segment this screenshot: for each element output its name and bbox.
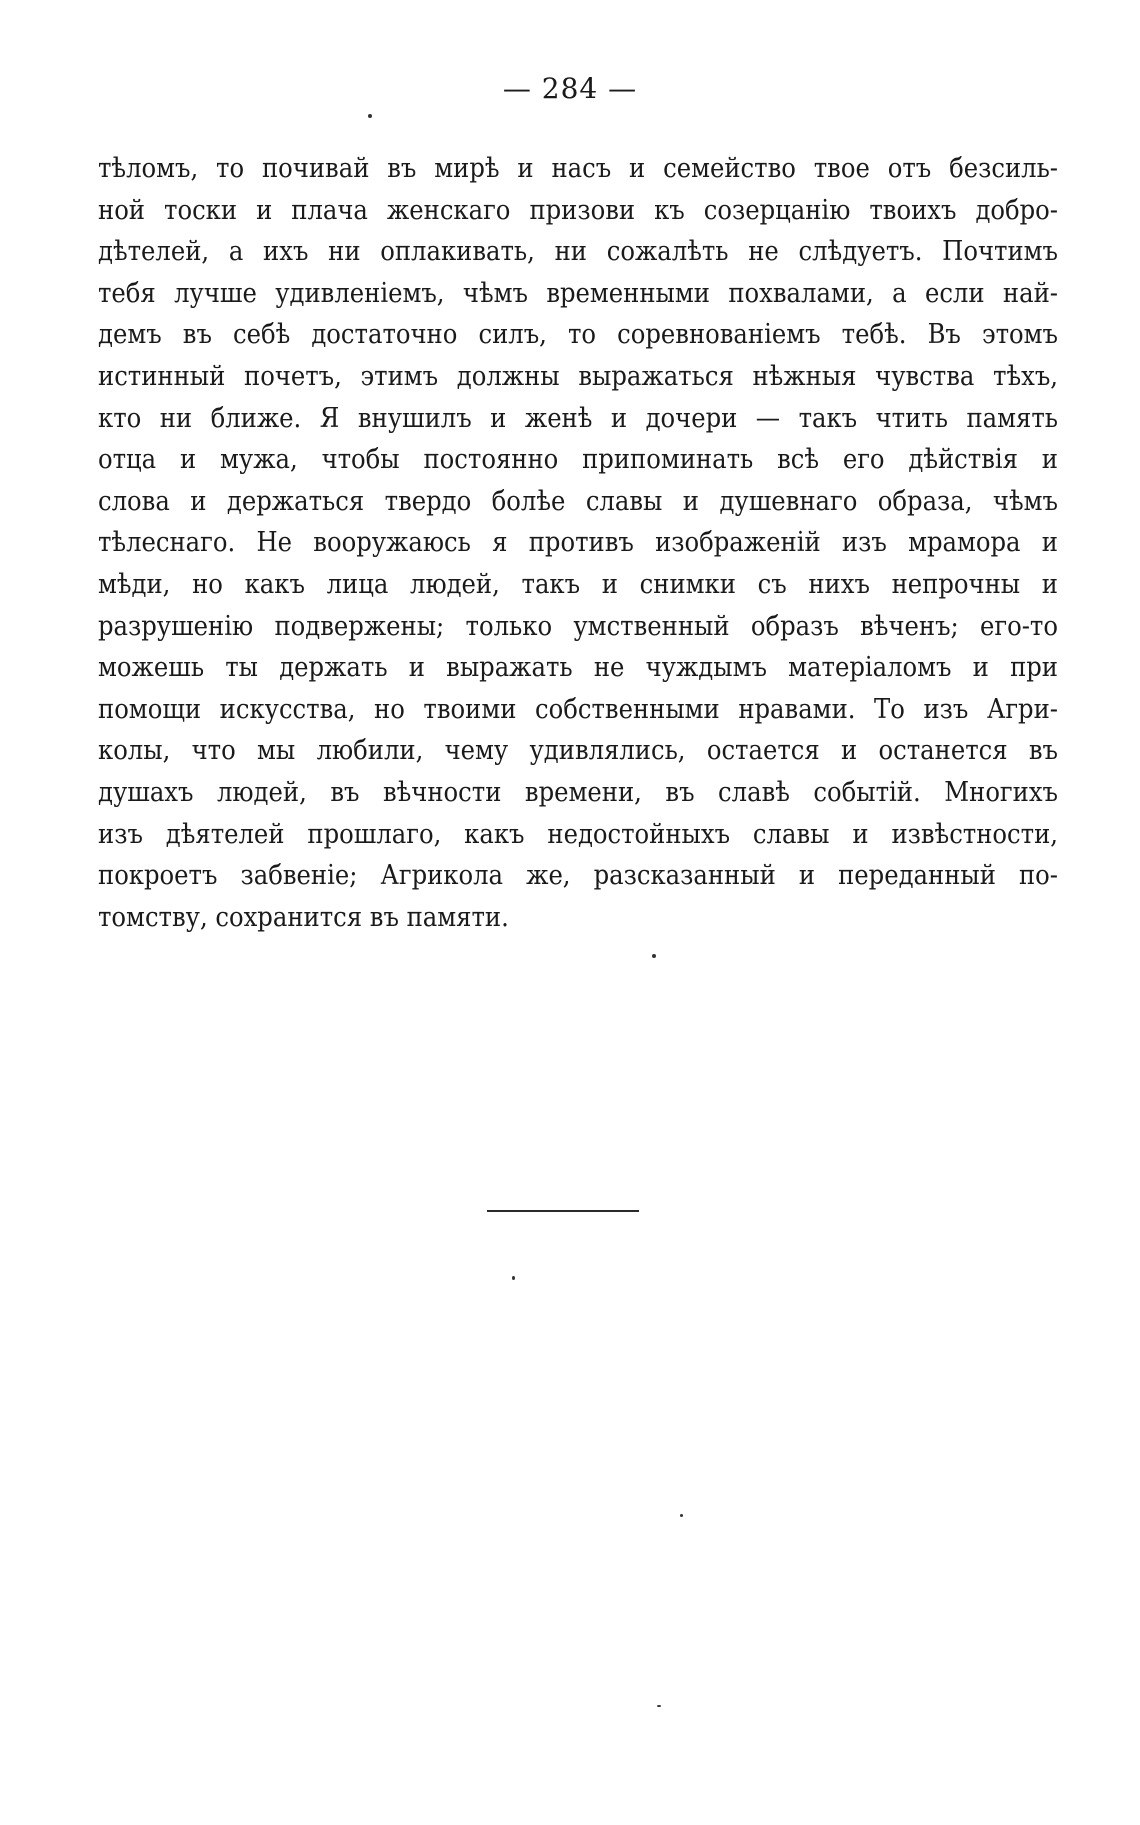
print-speck xyxy=(368,114,372,118)
page-number: — 284 — xyxy=(502,72,638,105)
text-line: помощи искусства, но твоими собственными нравами. То изъ Агри- xyxy=(98,693,1058,725)
text-line: дѣтелей, а ихъ ни оплакивать, ни сожалѣть не слѣдуетъ. Почтимъ xyxy=(98,236,1058,268)
text-line: покроетъ забвеніе; Агрикола же, разсказанный и переданный по- xyxy=(98,860,1058,892)
text-line: душахъ людей, въ вѣчности времени, въ славѣ событій. Многихъ xyxy=(98,776,1058,808)
text-line: кто ни ближе. Я внушилъ и женѣ и дочери — такъ чтить память xyxy=(98,402,1058,434)
text-line: тѣломъ, то почивай въ мирѣ и насъ и семейство твое отъ безсиль- xyxy=(98,153,1058,184)
text-line: колы, что мы любили, чему удивлялись, остается и останется въ xyxy=(98,735,1058,767)
text-line: томству, сохранится въ памяти. xyxy=(98,901,509,933)
text-line: отца и мужа, чтобы постоянно припоминать всѣ его дѣйствія и xyxy=(98,444,1058,476)
print-speck xyxy=(657,1705,661,1707)
text-line: истинный почетъ, этимъ должны выражаться нѣжныя чувства тѣхъ, xyxy=(98,360,1058,392)
section-divider xyxy=(487,1210,639,1212)
print-speck xyxy=(652,954,656,958)
text-line: слова и держаться твердо болѣе славы и душевнаго образа, чѣмъ xyxy=(98,485,1058,517)
text-line: можешь ты держать и выражать не чуждымъ матеріаломъ и при xyxy=(98,652,1058,684)
body-text xyxy=(98,148,1058,938)
text-line: тебя лучше удивленіемъ, чѣмъ временными похвалами, а если най- xyxy=(98,277,1058,309)
text-line: ной тоски и плача женскаго призови къ созерцанію твоихъ добро- xyxy=(98,194,1058,226)
text-line: разрушенію подвержены; только умственный образъ вѣченъ; его-то xyxy=(98,610,1058,642)
text-line: тѣлеснаго. Не вооружаюсь я противъ изображеній изъ мрамора и xyxy=(98,527,1058,559)
print-speck xyxy=(512,1276,515,1280)
text-line: мѣди, но какъ лица людей, такъ и снимки съ нихъ непрочны и xyxy=(98,568,1058,600)
text-line: изъ дѣятелей прошлаго, какъ недостойныхъ славы и извѣстности, xyxy=(98,818,1058,850)
print-speck xyxy=(680,1514,683,1517)
text-line: демъ въ себѣ достаточно силъ, то соревнованіемъ тебѣ. Въ этомъ xyxy=(98,319,1058,351)
